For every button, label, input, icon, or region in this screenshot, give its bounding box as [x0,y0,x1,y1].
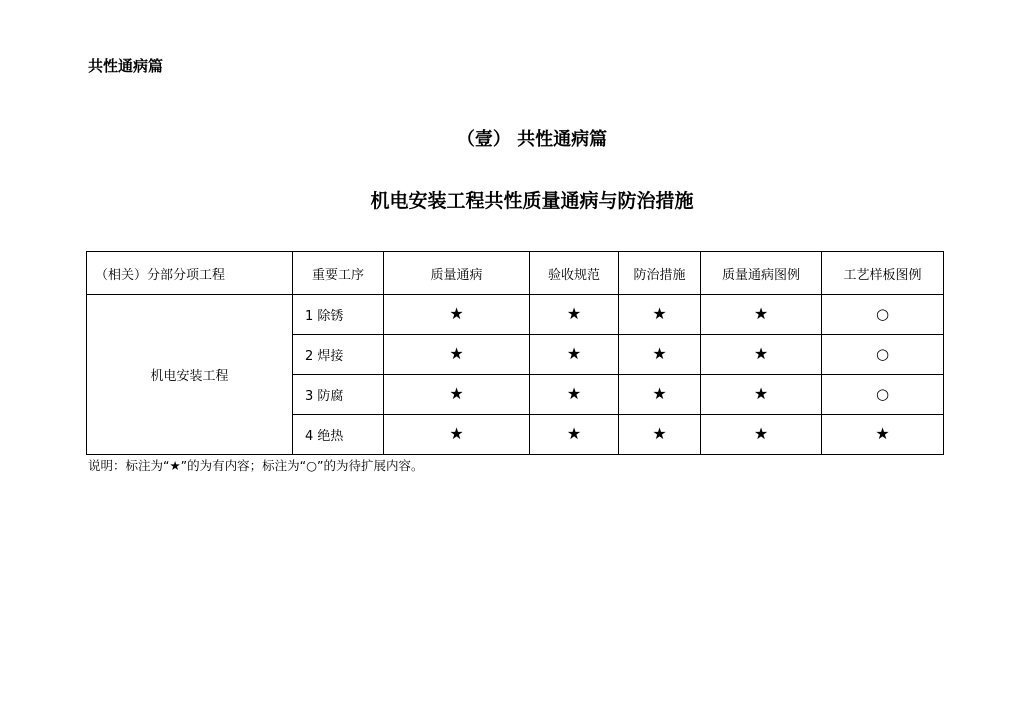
mark-cell: ○ [875,345,890,363]
header-cell-section: （相关）分部分项工程 [87,252,293,295]
mark-cell: ★ [449,344,464,363]
table-header-row [87,252,944,295]
header-cell-prevention: 防治措施 [619,252,701,295]
header-cell-defect-illustration: 质量通病图例 [701,252,822,295]
mark-cell: ★ [449,424,464,443]
process-cell: 4 绝热 [293,415,384,455]
header-cell-sample-illustration: 工艺样板图例 [822,252,944,295]
process-cell: 3 防腐 [293,375,384,415]
process-cell: 2 焊接 [293,335,384,375]
mark-cell: ★ [566,384,582,403]
process-cell: 1 除锈 [293,295,384,335]
mark-cell: ★ [875,424,890,443]
mark-cell: ★ [566,424,582,443]
mark-cell: ★ [652,384,667,403]
section-cell: 机电安装工程 [87,295,293,455]
mark-cell: ★ [753,384,769,403]
mark-cell: ★ [753,304,769,323]
document-title: （壹） 共性通病篇 [456,129,608,150]
mark-cell: ○ [875,305,890,323]
header-cell-process: 重要工序 [293,252,384,295]
mark-cell: ★ [566,344,582,363]
mark-cell: ★ [566,304,582,323]
mark-cell: ★ [753,424,769,443]
mark-cell: ★ [652,304,667,323]
mark-cell: ○ [875,385,890,403]
header-cell-defects: 质量通病 [384,252,530,295]
table-note: 说明：标注为“★”的为有内容；标注为“○”的为待扩展内容。 [88,458,424,473]
page-header: 共性通病篇 [88,57,164,75]
measures-table [86,251,944,455]
mark-cell: ★ [449,304,464,323]
table-row [87,295,944,335]
document-subtitle: 机电安装工程共性质量通病与防治措施 [370,190,694,212]
header-cell-acceptance-spec: 验收规范 [530,252,619,295]
mark-cell: ★ [449,384,464,403]
mark-cell: ★ [753,344,769,363]
mark-cell: ★ [652,344,667,363]
mark-cell: ★ [652,424,667,443]
